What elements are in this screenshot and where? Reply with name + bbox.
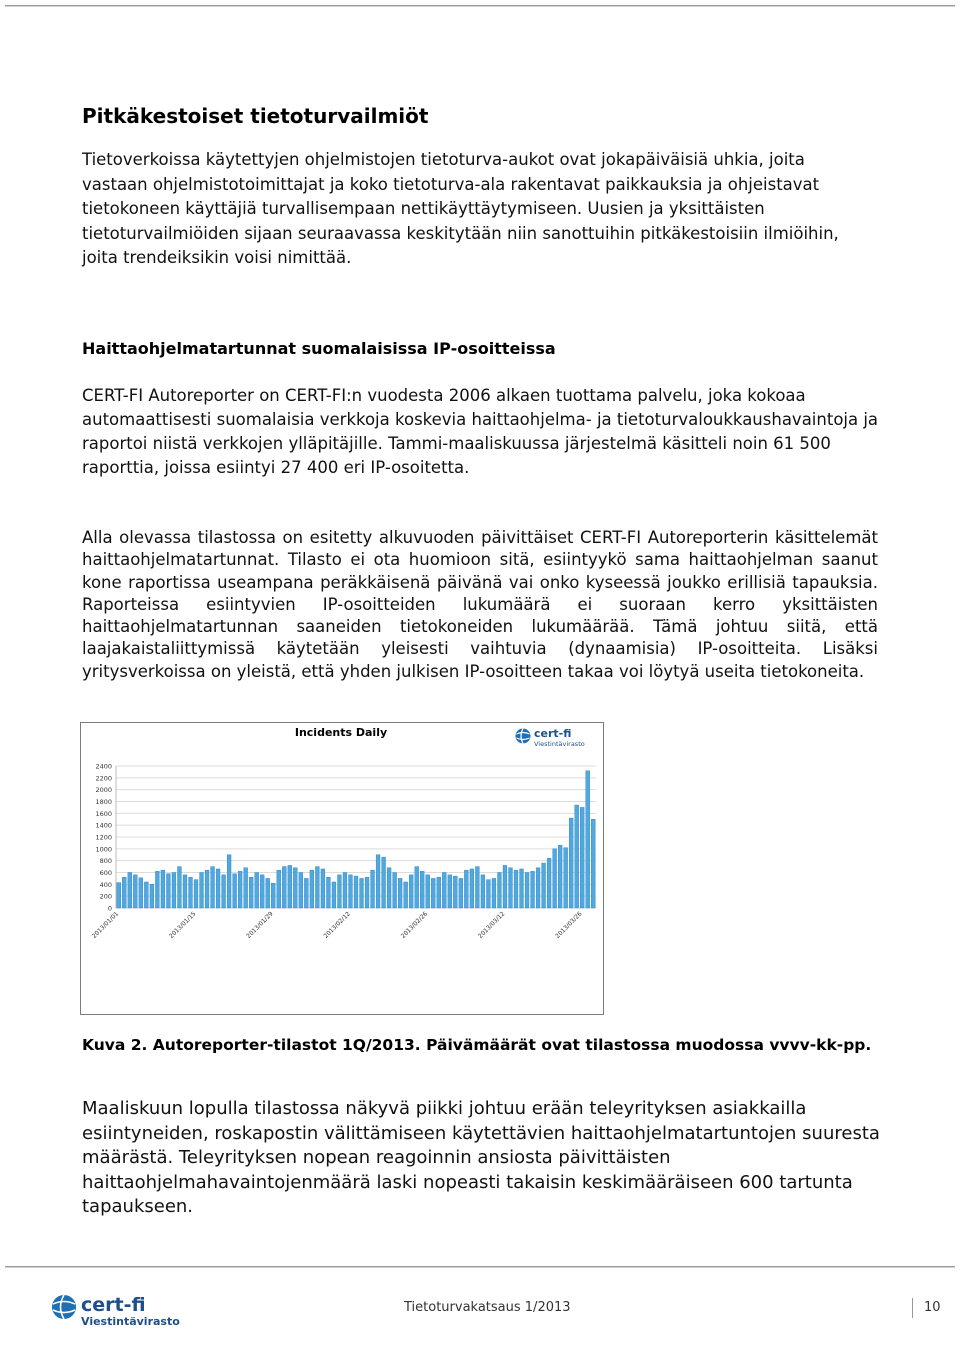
bar (299, 873, 303, 909)
bar (398, 878, 402, 908)
y-tick-label: 600 (99, 869, 112, 877)
bar (580, 807, 584, 908)
footer-separator (912, 1298, 913, 1318)
x-tick-label: 2013/03/12 (476, 910, 507, 940)
bar (569, 818, 573, 908)
bar (431, 878, 435, 908)
footer-publication-title: Tietoturvakatsaus 1/2013 (404, 1300, 571, 1315)
chart-bars (117, 771, 595, 908)
footer-logo-brand: cert-fi (81, 1294, 146, 1316)
bar (492, 878, 496, 908)
bar (509, 868, 513, 908)
chart-logo-sub: Viestintävirasto (534, 740, 585, 748)
bar (122, 877, 126, 908)
top-rule (5, 5, 955, 7)
bar (189, 877, 193, 908)
bar (222, 875, 226, 908)
incidents-chart-svg (81, 723, 603, 1014)
x-tick-label: 2013/02/12 (322, 910, 352, 940)
bar (144, 882, 148, 908)
bar (200, 873, 204, 909)
bar (514, 870, 518, 908)
bar (382, 857, 386, 908)
bar (470, 869, 474, 908)
bar (128, 873, 132, 909)
bar (150, 884, 154, 908)
bar (315, 867, 319, 908)
bar (453, 876, 457, 908)
x-tick-label: 2013/03/26 (554, 910, 584, 940)
bar (409, 875, 413, 908)
y-tick-label: 1600 (95, 809, 112, 818)
y-tick-label: 400 (99, 880, 112, 889)
bar (420, 871, 424, 908)
x-tick-label: 2013/01/15 (168, 910, 198, 940)
bar (387, 868, 391, 908)
bar (117, 883, 121, 908)
bar (404, 882, 408, 908)
bar (260, 875, 264, 908)
bar (271, 883, 275, 908)
bar (349, 875, 353, 908)
bar (233, 874, 237, 908)
footer-rule (5, 1266, 955, 1268)
bar (178, 867, 182, 908)
y-tick-label: 1400 (95, 821, 112, 830)
conclusion-paragraph: Maaliskuun lopulla tilastossa näkyvä piikki johtuu erään teleyrityksen asiakkailla esiintyneiden, roskapostin välittämiseen käytettävien haittaohjelmatartuntojen suuresta määrästä. Teleyrityksen nopean reagoinnin ansiosta päivittäisten haittaohjelmahavaintojenmäärä laski nopeasti takaisin keskimääräiseen 600 tartunta tapaukseen. (82, 1098, 880, 1217)
y-tick-label: 200 (99, 892, 112, 901)
incidents-chart (80, 722, 604, 1015)
bar (304, 878, 308, 908)
y-tick-label: 1200 (95, 833, 112, 842)
y-tick-label: 1800 (95, 798, 112, 806)
bar (360, 878, 364, 908)
bar (591, 819, 595, 908)
y-tick-label: 800 (99, 857, 112, 866)
bar (244, 868, 248, 908)
bar (338, 875, 342, 908)
bar (133, 875, 137, 908)
footer-logo (50, 1292, 190, 1332)
bar (183, 875, 187, 908)
bar (205, 870, 209, 908)
bar (542, 863, 546, 908)
bar (310, 870, 314, 908)
autoreporter-paragraph: CERT-FI Autoreporter on CERT-FI:n vuodesta 2006 alkaen tuottama palvelu, joka kokoaa automaattisesti suomalaisia verkkoja koskevia haittaohjelma- ja tietoturvaloukkaushavaintoja ja raportoi niistä verkkojen ylläpitäjille. Tammi-maaliskuussa järjestelmä käsitteli noin 61 500 raporttia, joissa esiintyi 27 400 eri IP-osoitetta. (82, 386, 879, 477)
bar (475, 867, 479, 908)
bar (155, 871, 159, 908)
bar (481, 875, 485, 908)
bar (282, 867, 286, 908)
bar (255, 873, 259, 909)
statistics-paragraph: Alla olevassa tilastossa on esitetty alkuvuoden päivittäiset CERT-FI Autoreporterin käsittelemät haittaohjelmatartunnat. Tilasto ei ota huomioon sitä, esiintyykö sama haittaohjelman saanut kone raportissa useampana peräkkäisenä päivänä vai onko kyseessä joukko erillisiä tapauksia. Raporteissa esiintyvien IP-osoitteiden lukumäärä ei suoraan kerro yksittäisten haittaohjelmatartunnan saaneiden tietokoneiden lukumäärää. Tämä johtuu siitä, että laajakaistaliittymissä käytetään yleisesti vaihtuvia (dynaamisia) IP-osoitteita. Lisäksi yritysverkoissa on yleistä, että yhden julkisen IP-osoitteen takaa voi löytyä useita tietokoneita. (82, 528, 878, 681)
bar (266, 878, 270, 908)
bar (459, 878, 463, 908)
bar (520, 869, 524, 908)
y-tick-label: 2400 (95, 762, 112, 771)
x-tick-label: 2013/01/01 (90, 910, 121, 940)
y-tick-label: 1000 (95, 845, 112, 854)
bar (498, 873, 502, 909)
y-tick-label: 2000 (95, 786, 112, 795)
bar (354, 876, 358, 908)
globe-icon (52, 1295, 76, 1319)
bar (376, 855, 380, 908)
bar (238, 871, 242, 908)
bar (249, 877, 253, 908)
globe-icon (516, 729, 531, 744)
bar (553, 849, 557, 908)
bar (547, 858, 551, 908)
bar (558, 845, 562, 908)
bar (415, 867, 419, 908)
bar (442, 873, 446, 909)
bar (531, 871, 535, 908)
bar (525, 873, 529, 909)
page-number: 10 (924, 1300, 941, 1315)
y-tick-label: 2200 (95, 774, 112, 783)
chart-title: Incidents Daily (294, 726, 388, 739)
bar (343, 873, 347, 909)
bar (194, 880, 198, 908)
x-axis (91, 910, 584, 940)
bar (448, 875, 452, 908)
bar (536, 868, 540, 908)
bar (211, 867, 215, 908)
x-tick-label: 2013/01/29 (245, 910, 275, 940)
footer-logo-sub: Viestintävirasto (81, 1315, 180, 1328)
bar (365, 877, 369, 908)
bar (321, 869, 325, 908)
bar (139, 878, 143, 908)
bar (426, 875, 430, 908)
page-heading: Pitkäkestoiset tietoturvailmiöt (82, 104, 429, 128)
bar (172, 873, 176, 909)
bar (166, 874, 170, 908)
bar (161, 870, 165, 908)
bar (293, 868, 297, 908)
bar (227, 855, 231, 908)
bar (288, 865, 292, 908)
y-axis (95, 763, 112, 913)
bar (332, 882, 336, 908)
bar (503, 865, 507, 908)
bar (564, 848, 568, 908)
bar (393, 873, 397, 909)
intro-paragraph: Tietoverkoissa käytettyjen ohjelmistojen tietoturva-aukot ovat jokapäiväisiä uhkia, joita vastaan ohjelmistotoimittajat ja koko tietoturva-ala rakentavat paikkauksia ja ohjeistavat tietokoneen käyttäjiä turvallisempaan nettikäyttäytymiseen. Uusien ja yksittäisten tietoturvailmiöiden sijaan seuraavassa keskitytään niin sanottuihin pitkäkestoisiin ilmiöihin, joita trendeiksikin voisi nimittää. (82, 150, 839, 267)
bar (464, 870, 468, 908)
bar (216, 869, 220, 908)
bar (586, 771, 590, 908)
x-tick-label: 2013/02/26 (399, 910, 430, 940)
y-tick-label: 0 (107, 904, 112, 913)
bar (575, 805, 579, 908)
bar (371, 870, 375, 908)
chart-logo-brand: cert-fi (534, 727, 572, 740)
bar (326, 877, 330, 908)
chart-logo (516, 727, 585, 748)
section-subheading: Haittaohjelmatartunnat suomalaisissa IP-osoitteissa (82, 339, 556, 358)
figure-caption: Kuva 2. Autoreporter-tilastot 1Q/2013. Päivämäärät ovat tilastossa muodossa vvvv-kk-pp. (82, 1036, 872, 1054)
bar (277, 870, 281, 908)
bar (486, 880, 490, 908)
bar (437, 877, 441, 908)
